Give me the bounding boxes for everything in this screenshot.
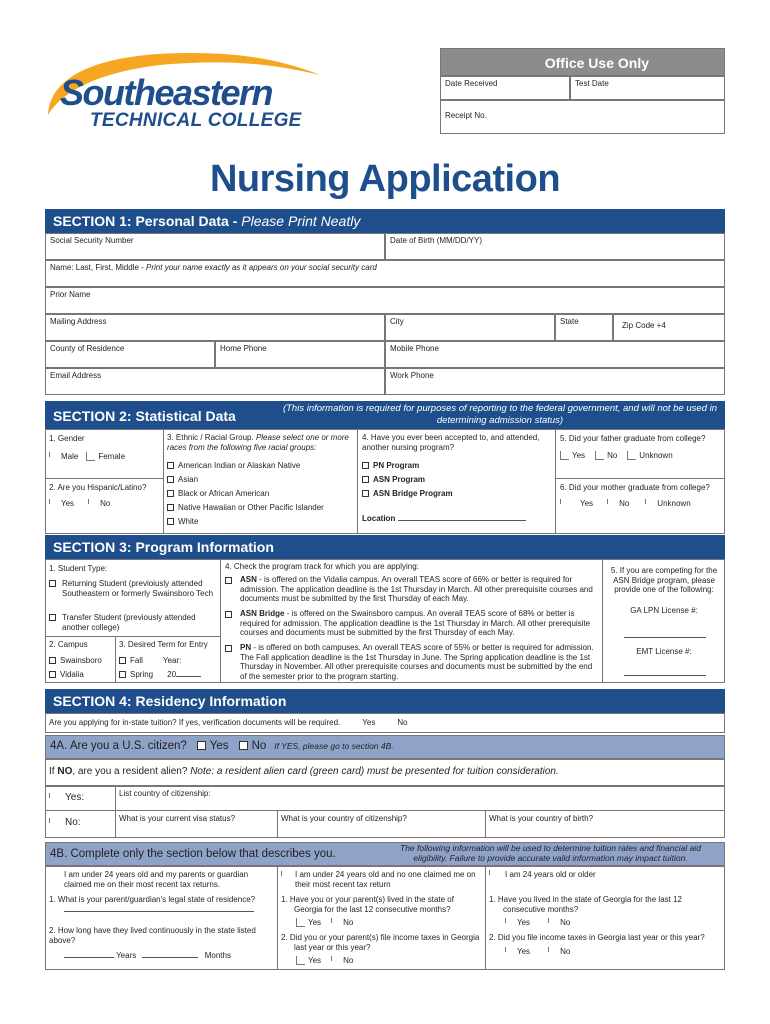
case1-question1: 1. What is your parent/guardian's legal state of residence? <box>49 895 256 904</box>
section1-subtitle: Please Print Neatly <box>241 213 361 229</box>
fall-checkbox[interactable] <box>119 657 126 664</box>
mother-yes-label: Yes <box>580 499 594 508</box>
race-checkbox-5[interactable] <box>167 518 174 525</box>
name-hint: Print your name exactly as it appears on your social security card <box>146 263 377 272</box>
section3-title: SECTION 3: Program Information <box>53 539 274 555</box>
case3-q2-no-label: No <box>560 947 571 956</box>
page-title: Nursing Application <box>209 158 561 200</box>
alien-yes-label: Yes: <box>65 792 85 803</box>
hispanic-no-label: No <box>100 499 111 508</box>
case2-q1-no[interactable] <box>331 918 340 923</box>
mother-unknown-label: Unknown <box>657 499 691 508</box>
race-label-4: Native Hawaiian or Other Pacific Islander <box>178 503 324 512</box>
alien-prefix: If <box>49 766 58 777</box>
residency-instruction: 4B. Complete only the section below that describes you. <box>50 848 336 860</box>
work-phone-field[interactable] <box>385 368 725 395</box>
race-checkbox-3[interactable] <box>167 490 174 497</box>
pn-track-name: PN <box>240 643 252 652</box>
ssn-label: Social Security Number <box>50 236 134 245</box>
father-yes-label: Yes <box>572 451 586 460</box>
race-label-1: American Indian or Alaskan Native <box>178 461 301 470</box>
case2-q1-no-label: No <box>343 918 354 927</box>
race-label-5: White <box>178 517 199 526</box>
asn-track-checkbox[interactable] <box>225 577 232 584</box>
case3-description: I am 24 years old or older <box>505 870 596 879</box>
father-yes-option[interactable] <box>560 451 569 460</box>
student-type-label: 1. Student Type: <box>49 564 108 573</box>
mobile-phone-field[interactable] <box>385 341 725 368</box>
asn-track-desc: - is offered on the Vidalia campus. An overall TEAS score of 66% or better is required for admission. The application deadline is the 1st Thursday in March. All other prerequisite courses and documents must be submitted by the first Thursday of each May. <box>240 575 593 604</box>
race-checkbox-1[interactable] <box>167 462 174 469</box>
receipt-no-field[interactable] <box>440 100 725 134</box>
city-label: City <box>390 317 404 326</box>
father-unknown-option[interactable] <box>627 451 636 460</box>
county-field[interactable] <box>45 341 215 368</box>
state-field[interactable] <box>555 314 613 341</box>
case3-q1-no-label: No <box>560 918 571 927</box>
pn-track-desc: - is offered on both campuses. An overall TEAS score of 55% or better is required for admission. The Fall application deadline is the 1st Thursday in June. The Spring application deadline is the 1st Thursday in November. All other prerequisite courses and documents must be submitted by the end of the semester prior to the program starting. <box>240 643 594 681</box>
citizen-yes-label: Yes <box>209 740 229 752</box>
section2-note: (This information is required for purposes of reporting to the federal government, and will not be used in determining admission status) <box>282 403 718 426</box>
instate-yes[interactable]: Yes <box>362 718 376 727</box>
country-citizenship-label: What is your country of citizenship? <box>281 814 407 823</box>
alien-note: Note: a resident alien card (green card) must be presented for tuition consideration. <box>190 766 559 777</box>
father-no-label: No <box>607 451 618 460</box>
asn-program-label: ASN Program <box>373 475 426 484</box>
residency-note: The following information will be used to determine tuition rates and financial aid eligibility. Failure to provide accurate valid information may impact tuition. <box>400 843 701 864</box>
case2-q2-yes[interactable] <box>296 956 305 965</box>
test-date-label: Test Date <box>575 79 609 88</box>
asn-bridge-label: ASN Bridge Program <box>373 489 453 498</box>
mother-no-label: No <box>619 499 630 508</box>
ethnic-hint: Please select one or more races from the following five racial groups: <box>167 433 349 452</box>
ssn-field[interactable] <box>45 233 385 260</box>
citizen-note: If YES, please go to section 4B. <box>274 741 394 751</box>
female-option[interactable] <box>86 452 95 461</box>
prior-nursing-question: 4. Have you ever been accepted to, and attended, another nursing program? <box>362 433 540 452</box>
test-date-field[interactable] <box>570 76 725 100</box>
receipt-no-label: Receipt No. <box>445 111 487 120</box>
asn-bridge-track-checkbox[interactable] <box>225 611 232 618</box>
alien-yes-option[interactable] <box>49 793 58 798</box>
prior-name-field[interactable] <box>45 287 725 314</box>
returning-student-label: Returning Student (previoiusly attended Southeastern or formerly Swainsboro Tech <box>62 579 214 598</box>
asn-bridge-track-desc: - is offered on the Swainsboro campus. An overall TEAS score of 68% or better is required for admission. The application deadline is the 1st Thursday in March. All other prerequisite courses and documents must be submitted by the first Thursday of each May. <box>240 609 591 638</box>
college-logo <box>40 45 340 135</box>
race-checkbox-2[interactable] <box>167 476 174 483</box>
vidalia-label: Vidalia <box>60 670 84 679</box>
race-checkbox-4[interactable] <box>167 504 174 511</box>
instate-question: Are you applying for in-state tuition? If yes, verification documents will be required. <box>49 718 341 727</box>
race-label-2: Asian <box>178 475 199 484</box>
instate-no[interactable]: No <box>397 718 408 727</box>
case2-checkbox[interactable] <box>281 871 290 876</box>
alien-no: NO <box>57 766 73 777</box>
hispanic-yes-label: Yes <box>61 499 75 508</box>
vidalia-checkbox[interactable] <box>49 671 56 678</box>
returning-student-checkbox[interactable] <box>49 580 56 587</box>
year-label: Year: <box>162 656 182 665</box>
alien-no-option[interactable] <box>49 818 58 823</box>
case2-q2-no-label: No <box>343 956 354 965</box>
citizen-yes-checkbox[interactable] <box>197 741 206 750</box>
ethnic-question: 3. Ethnic / Racial Group. <box>167 433 256 442</box>
case2-question2: 2. Did you or your parent(s) file income taxes in Georgia last year or this year? <box>281 933 480 952</box>
citizen-question: 4A. Are you a U.S. citizen? <box>50 740 187 752</box>
location-field[interactable] <box>398 520 526 521</box>
year-field[interactable] <box>176 676 201 677</box>
country-birth-label: What is your country of birth? <box>489 814 594 823</box>
mother-yes-option[interactable] <box>560 499 569 504</box>
section1-header <box>45 209 725 233</box>
case1-state-field[interactable] <box>64 911 254 912</box>
visa-status-label: What is your current visa status? <box>119 814 236 823</box>
mother-college-question: 6. Did your mother graduate from college? <box>560 483 710 492</box>
case3-q2-no[interactable] <box>548 947 557 952</box>
lpn-license-field[interactable] <box>624 637 706 638</box>
case2-q1-yes[interactable] <box>296 918 305 927</box>
case2-q2-no[interactable] <box>331 956 340 961</box>
pn-track-checkbox[interactable] <box>225 645 232 652</box>
section3-header <box>45 535 725 559</box>
citizen-no-checkbox[interactable] <box>239 741 248 750</box>
transfer-student-label: Transfer Student (previously attended another college) <box>62 613 196 632</box>
date-received-label: Date Received <box>445 79 498 88</box>
office-use-title: Office Use Only <box>544 55 649 71</box>
case1-months-label: Months <box>204 951 231 960</box>
program-track-question: 4. Check the program track for which you are applying: <box>225 562 419 571</box>
section1-title: SECTION 1: Personal Data - <box>53 213 242 229</box>
case3-q1-yes[interactable] <box>505 918 514 923</box>
state-label: State <box>560 317 579 326</box>
swainsboro-label: Swainsboro <box>60 656 102 665</box>
pn-program-checkbox[interactable] <box>362 462 369 469</box>
hispanic-no-option[interactable] <box>88 499 97 504</box>
case1-years-field[interactable] <box>64 957 114 958</box>
alien-no-label: No: <box>65 817 81 828</box>
mother-unknown-option[interactable] <box>645 499 654 504</box>
case2-question1: 1. Have you or your parent(s) lived in the state of Georgia for the last 12 consecutive months? <box>281 895 454 914</box>
case3-question2: 2. Did you file income taxes in Georgia last year or this year? <box>489 933 705 942</box>
spring-checkbox[interactable] <box>119 671 126 678</box>
zip-field[interactable] <box>613 314 725 341</box>
zip-label: Zip Code +4 <box>622 321 666 330</box>
case3-q2-yes[interactable] <box>505 947 514 952</box>
bridge-requirement-note: 5. If you are competing for the ASN Bridge program, please provide one of the following: <box>610 566 718 595</box>
name-field[interactable] <box>45 260 725 287</box>
home-phone-field[interactable] <box>215 341 385 368</box>
asn-track-name: ASN <box>240 575 257 584</box>
section4-header <box>45 689 725 713</box>
male-option[interactable] <box>49 452 58 457</box>
citizen-no-label: No <box>251 740 267 752</box>
father-no-option[interactable] <box>595 451 604 460</box>
mailing-address-label: Mailing Address <box>50 317 107 326</box>
section2-header <box>45 401 725 429</box>
male-label: Male <box>61 452 79 461</box>
asn-bridge-track-name: ASN Bridge <box>240 609 285 618</box>
alien-question: , are you a resident alien? <box>72 766 191 777</box>
year-prefix: 20 <box>167 670 177 679</box>
hispanic-question: 2. Are you Hispanic/Latino? <box>49 483 147 492</box>
dob-label: Date of Birth (MM/DD/YY) <box>390 236 483 245</box>
logo-line2: TECHNICAL COLLEGE <box>90 110 302 131</box>
citizenship-country-label: List country of citizenship: <box>119 789 211 798</box>
mother-no-option[interactable] <box>607 499 616 504</box>
fall-label: Fall <box>130 656 143 665</box>
office-use-header <box>440 48 725 76</box>
logo-line1: Southeastern <box>60 72 273 113</box>
transfer-student-checkbox[interactable] <box>49 614 56 621</box>
case3-q1-yes-label: Yes <box>517 918 531 927</box>
case2-q1-yes-label: Yes <box>308 918 322 927</box>
case2-q2-yes-label: Yes <box>308 956 322 965</box>
home-phone-label: Home Phone <box>220 344 267 353</box>
case2-description: I am under 24 years old and no one claimed me on their most recent tax return <box>295 870 476 889</box>
emt-license-field[interactable] <box>624 675 706 676</box>
location-label: Location <box>362 514 396 523</box>
case1-question2: 2. How long have they lived continuously in the state listed above? <box>49 926 256 945</box>
date-received-field[interactable] <box>440 76 570 100</box>
race-label-3: Black or African American <box>178 489 270 498</box>
asn-program-checkbox[interactable] <box>362 476 369 483</box>
term-label: 3. Desired Term for Entry <box>119 640 208 649</box>
female-label: Female <box>98 452 126 461</box>
prior-name-label: Prior Name <box>50 290 91 299</box>
case3-question1: 1. Have you lived in the state of Georgia for the last 12 consecutive months? <box>489 895 682 914</box>
case1-description: I am under 24 years old and my parents or guardian claimed me on their most recent tax returns. <box>64 870 249 889</box>
county-label: County of Residence <box>50 344 125 353</box>
gender-question: 1. Gender <box>49 434 85 443</box>
case3-q2-yes-label: Yes <box>517 947 531 956</box>
mobile-phone-label: Mobile Phone <box>390 344 439 353</box>
city-field[interactable] <box>385 314 555 341</box>
case1-years-label: Years <box>116 951 137 960</box>
pn-program-label: PN Program <box>373 461 420 470</box>
father-unknown-label: Unknown <box>639 451 673 460</box>
mailing-address-field[interactable] <box>45 314 385 341</box>
email-field[interactable] <box>45 368 385 395</box>
campus-label: 2. Campus <box>49 640 88 649</box>
emt-license-label: EMT License #: <box>636 647 692 656</box>
work-phone-label: Work Phone <box>390 371 434 380</box>
lpn-license-label: GA LPN License #: <box>630 606 698 615</box>
spring-label: Spring <box>130 670 154 679</box>
asn-bridge-checkbox[interactable] <box>362 490 369 497</box>
case3-q1-no[interactable] <box>548 918 557 923</box>
email-label: Email Address <box>50 371 102 380</box>
father-college-question: 5. Did your father graduate from college? <box>560 434 706 443</box>
case1-months-field[interactable] <box>142 957 198 958</box>
swainsboro-checkbox[interactable] <box>49 657 56 664</box>
dob-field[interactable] <box>385 233 725 260</box>
case3-checkbox[interactable] <box>489 870 498 875</box>
hispanic-yes-option[interactable] <box>49 499 58 504</box>
name-label: Name: Last, First, Middle - <box>50 263 147 272</box>
section4-title: SECTION 4: Residency Information <box>53 693 287 709</box>
section2-title: SECTION 2: Statistical Data <box>53 408 236 424</box>
